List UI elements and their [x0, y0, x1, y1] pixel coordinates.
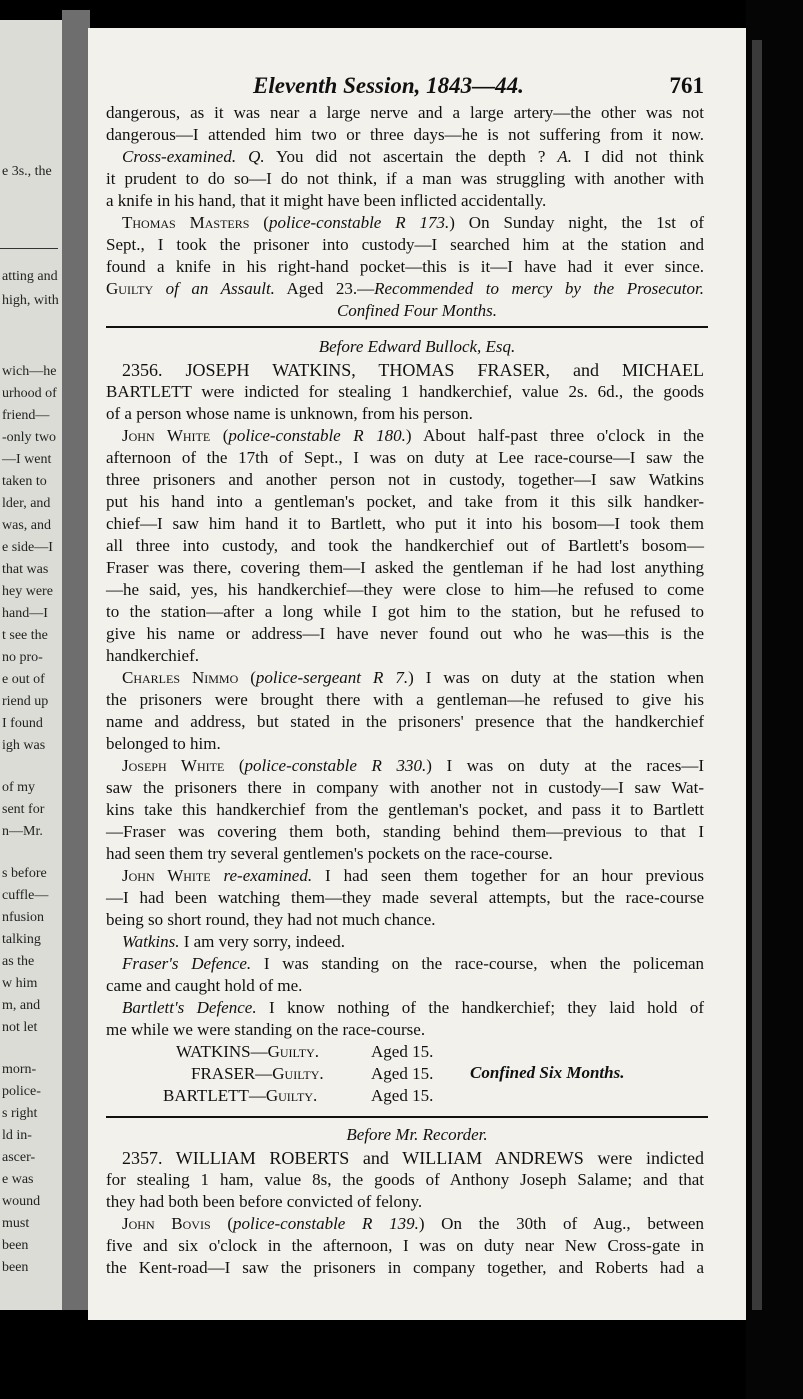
testimony-john-white: John White (police-constable R 180.) About half-past three o'clock in the: [122, 426, 704, 445]
text-line: —I had been watching them—they made several attempts, but the race-course: [106, 888, 704, 907]
verdict-line: [106, 278, 704, 300]
left-page-line: e was: [2, 1172, 34, 1187]
case-heading-2356: 2356. JOSEPH WATKINS, THOMAS FRASER, and MICHAEL: [122, 360, 704, 380]
cross-examined-label: Cross-examined.: [122, 147, 237, 166]
watkins-statement: [122, 931, 704, 953]
prisoner-name: WATKINS—: [176, 1042, 268, 1061]
witness-name: Charles Nimmo: [122, 668, 239, 687]
left-page-line: w him: [2, 976, 38, 991]
answer-text: I did not think: [572, 147, 704, 166]
witness-name: Thomas Masters: [122, 213, 250, 232]
left-page-line: s right: [2, 1106, 38, 1121]
text-line: the prisoners were brought there with a gentleman—he refused to give his: [106, 690, 704, 709]
cross-examination-line: [122, 146, 704, 168]
testimony-text: I had seen them together for an hour previous: [312, 866, 704, 885]
defence-label: Fraser's Defence.: [122, 954, 252, 973]
running-header: [88, 70, 746, 100]
running-title: Eleventh Session, 1843—44.: [253, 73, 524, 98]
text-line: Sept., I took the prisoner into custody—I searched him at the station and: [106, 235, 704, 254]
offence: of an Assault.: [153, 279, 275, 298]
text-line: of a person whose name is unknown, from his person.: [106, 404, 473, 423]
text-line: chief—I saw him hand it to Bartlett, who put it into his bosom—I took them: [106, 514, 704, 533]
recommendation: Recommended to mercy by the Prosecutor.: [374, 279, 704, 298]
re-examination: [122, 865, 704, 887]
statement-text: I am very sorry, indeed.: [179, 932, 346, 951]
testimony-nimmo: Charles Nimmo (police-sergeant R 7.) I was on duty at the station when: [122, 668, 705, 687]
text-line: put his hand into a gentleman's pocket, and take from it this silk handker-: [106, 492, 704, 511]
page-number: 761: [669, 73, 704, 98]
witness-name: John White: [122, 866, 211, 885]
left-page-line: s before: [2, 866, 47, 881]
verdict-word: Guilty.: [272, 1064, 324, 1083]
witness-role: police-constable R 173.: [268, 213, 450, 232]
verdict-row: [176, 1041, 319, 1063]
left-page-line: police-: [2, 1084, 41, 1099]
prisoner-name: BARTLETT—: [163, 1086, 266, 1105]
book-gutter: [62, 10, 90, 1310]
text-line: kins take this handkerchief from the gentleman's pocket, and pass it to Bartlett: [106, 800, 704, 819]
answer-marker: A.: [557, 147, 572, 166]
text-line: had seen them try several gentlemen's pockets on the race-course.: [106, 844, 553, 863]
case-heading-2357: 2357. WILLIAM ROBERTS and WILLIAM ANDREWS were indicted: [122, 1148, 704, 1168]
left-page-line: was, and: [2, 518, 51, 533]
left-page-line: high, with: [2, 293, 59, 308]
before-heading: Before Edward Bullock, Esq.: [318, 337, 516, 356]
verdict-age: Aged 15.: [371, 1086, 434, 1105]
left-page-line: nfusion: [2, 910, 44, 925]
left-page-line: hey were: [2, 584, 53, 599]
left-page-line: I found: [2, 716, 43, 731]
question-text: You did not ascertain the depth ?: [264, 147, 558, 166]
before-heading: Before Mr. Recorder.: [346, 1125, 488, 1144]
text-line: it prudent to do so—I do not think, if a man was struggling with another with: [106, 169, 704, 188]
verdict-word: Guilty.: [265, 1086, 318, 1105]
text-line: for stealing 1 ham, value 8s, the goods of Anthony Joseph Salame; and that: [106, 1170, 704, 1189]
left-page-line: not let: [2, 1020, 38, 1035]
left-page-line: no pro-: [2, 650, 43, 665]
left-page-line: n—Mr.: [2, 824, 43, 839]
left-page-line: must: [2, 1216, 30, 1231]
testimony-text: I was on duty at the station when: [413, 668, 705, 687]
text-line: afternoon of the 17th of Sept., I was on duty at Lee race-course—I saw the: [106, 448, 704, 467]
left-page-line: morn-: [2, 1062, 37, 1077]
text-line: handkerchief.: [106, 646, 199, 665]
question-marker: Q.: [248, 147, 265, 166]
left-page-line: igh was: [2, 738, 46, 753]
text-line: name and address, but stated in the prisoners' presence that the handkerchief: [106, 712, 704, 731]
speaker-label: Watkins.: [122, 932, 180, 951]
left-page-line: m, and: [2, 998, 41, 1013]
verdict-row: [163, 1085, 317, 1107]
left-page-line: wich—he: [2, 364, 57, 379]
verdict-row: [191, 1063, 324, 1085]
left-page-line: t see the: [2, 628, 48, 643]
text-line: to the station—after a long while I got him to the station, but he refused to: [106, 602, 704, 621]
text-line: BARTLETT were indicted for stealing 1 handkerchief, value 2s. 6d., the goods: [106, 382, 704, 401]
left-page-line: taken to: [2, 474, 47, 489]
text-line: belonged to him.: [106, 734, 221, 753]
text-line: a knife in his hand, that it might have been inflicted accidentally.: [106, 191, 547, 210]
left-page-line: been: [2, 1260, 29, 1275]
text-line: they had both been before convicted of felony.: [106, 1192, 423, 1211]
defence-text: I know nothing of the handkerchief; they laid hold of: [256, 998, 704, 1017]
sentence: Confined Six Months.: [470, 1063, 625, 1082]
text-line: dangerous—I attended him two or three days—he is not suffering from it now.: [106, 125, 704, 144]
verdict-age: Aged 15.: [371, 1064, 434, 1083]
re-examined-label: re-examined.: [223, 866, 313, 885]
left-page-line: e side—I: [2, 540, 53, 555]
left-page-line: wound: [2, 1194, 41, 1209]
text-line: found a knife in his right-hand pocket—this is it—I have had it ever since.: [106, 257, 704, 276]
testimony-text: On the 30th of Aug., between: [424, 1214, 704, 1233]
text-line: five and six o'clock in the afternoon, I was on duty near New Cross-gate in: [106, 1236, 704, 1255]
left-page-line: -only two: [2, 430, 57, 445]
witness-role: police-constable R 180.: [228, 426, 406, 445]
left-page-line: —I went: [2, 452, 52, 467]
text-line: me while we were standing on the race-course.: [106, 1020, 426, 1039]
testimony-text: On Sunday night, the 1st of: [454, 213, 704, 232]
text-line: being so short round, they had not much chance.: [106, 910, 436, 929]
text-line: Fraser was there, covering them—I asked the gentleman if he had lost anything: [106, 558, 704, 577]
witness-name: John Bovis: [122, 1214, 211, 1233]
verdict-word: Guilty: [106, 279, 154, 298]
fraser-defence: [122, 953, 704, 975]
text-line: saw the prisoners there in company with another not in custody—I saw Wat-: [106, 778, 704, 797]
left-page-fragment: [0, 20, 62, 1310]
testimony-bovis: John Bovis (police-constable R 139.) On the 30th of Aug., between: [122, 1214, 704, 1233]
text-line: —Fraser was covering them both, standing behind them—previous to that I: [106, 822, 704, 841]
prisoner-name: FRASER—: [191, 1064, 273, 1083]
bartlett-defence: [122, 997, 704, 1019]
left-page-line: that was: [2, 562, 49, 577]
page-edge-strip: [752, 40, 762, 1310]
age: Aged 23.—: [274, 279, 375, 298]
witness-name: John White: [122, 426, 211, 445]
text-line: give his name or address—I have never found out who he was—this is the: [106, 624, 704, 643]
witness-name: Joseph White: [122, 756, 225, 775]
defence-text: I was standing on the race-course, when the policeman: [251, 954, 704, 973]
witness-role: police-constable R 139.: [232, 1214, 419, 1233]
left-page-line: been: [2, 1238, 29, 1253]
text-line: all three into custody, and took the handkerchief out of Bartlett's bosom—: [106, 536, 704, 555]
sentence: Confined Four Months.: [336, 301, 498, 320]
left-page-line: sent for: [2, 802, 45, 817]
left-page-line: atting and: [2, 269, 58, 284]
left-page-line: e 3s., the: [2, 164, 52, 179]
left-page-line: e out of: [2, 672, 45, 687]
left-page-line: hand—I: [2, 606, 48, 621]
testimony-text: About half-past three o'clock in the: [411, 426, 704, 445]
testimony-masters: Thomas Masters (police-constable R 173.) On Sunday night, the 1st of: [122, 213, 704, 232]
left-page-line: urhood of: [2, 386, 57, 401]
section-rule: [106, 1116, 708, 1118]
testimony-joseph-white: Joseph White (police-constable R 330.) I was on duty at the races—I: [122, 756, 704, 775]
left-page-line: friend—: [2, 408, 50, 423]
left-page-line: of my: [2, 780, 36, 795]
text-line: —he said, yes, his handkerchief—they were close to him—he refused to come: [106, 580, 704, 599]
text-line: three prisoners and another person not in custody, together—I saw Watkins: [106, 470, 704, 489]
left-page-line: cuffle—: [2, 888, 49, 903]
witness-role: police-constable R 330.: [244, 756, 427, 775]
witness-role: police-sergeant R 7.: [255, 668, 409, 687]
left-page-line: lder, and: [2, 496, 51, 511]
text-line: came and caught hold of me.: [106, 976, 303, 995]
text-line: dangerous, as it was near a large nerve and a large artery—the other was not: [106, 103, 704, 122]
section-rule: [106, 326, 708, 328]
left-page-line: ascer-: [2, 1150, 36, 1165]
text-line: the Kent-road—I saw the prisoners in company together, and Roberts had a: [106, 1258, 704, 1277]
testimony-text: I was on duty at the races—I: [431, 756, 704, 775]
left-page-line: ld in-: [2, 1128, 32, 1143]
defence-label: Bartlett's Defence.: [122, 998, 257, 1017]
verdict-word: Guilty.: [267, 1042, 320, 1061]
verdict-age: Aged 15.: [371, 1042, 434, 1061]
left-page-line: riend up: [2, 694, 49, 709]
right-page: [88, 28, 746, 1320]
left-page-line: talking: [2, 932, 41, 947]
left-page-line: as the: [2, 954, 35, 969]
left-page-rule: [0, 248, 58, 249]
